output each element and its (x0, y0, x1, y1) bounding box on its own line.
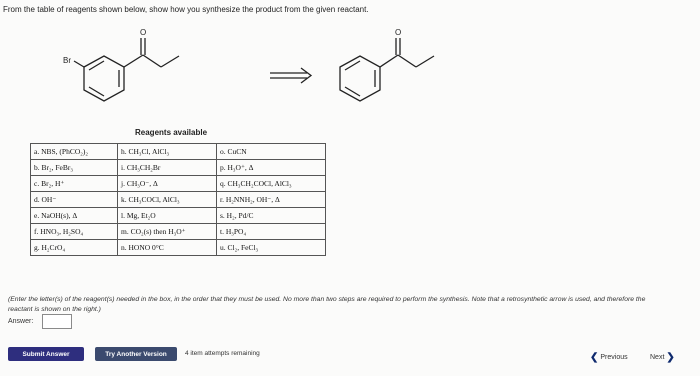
next-button[interactable] (650, 349, 675, 365)
question-prompt: From the table of reagents shown below, show how you synthesize the product from the given reactant. (3, 5, 369, 14)
table-row (31, 160, 326, 176)
table-row (31, 224, 326, 240)
table-row (31, 208, 326, 224)
table-row (31, 176, 326, 192)
reagent-d: d. OH⁻ (31, 192, 118, 208)
reagent-k: k. CH₃COCl, AlCl₃ (118, 192, 217, 208)
reagent-n: n. HONO 0°C (118, 240, 217, 256)
reagent-p: p. H₃O⁺, Δ (217, 160, 326, 176)
reagent-h: h. CH₃Cl, AlCl₃ (118, 144, 217, 160)
previous-button[interactable] (590, 349, 628, 365)
submit-answer-button[interactable]: Submit Answer (8, 347, 84, 361)
reagent-e: e. NaOH(s), Δ (31, 208, 118, 224)
table-row (31, 240, 326, 256)
answer-label: Answer: (8, 318, 34, 325)
chevron-right-icon: ❯ (666, 351, 675, 363)
table-row (31, 144, 326, 160)
reagent-q: q. CH₃CH₂COCl, AlCl₃ (217, 176, 326, 192)
reagent-s: s. H₂, Pd/C (217, 208, 326, 224)
chevron-left-icon: ❮ (590, 351, 599, 363)
reagent-f: f. HNO₃, H₂SO₄ (31, 224, 118, 240)
next-label: Next (650, 353, 665, 361)
carbonyl-oxygen-label: O (140, 28, 147, 37)
reagent-m: m. CO₂(s) then H₃O⁺ (118, 224, 217, 240)
product-structure (340, 28, 434, 101)
table-row (31, 192, 326, 208)
previous-label: Previous (600, 353, 628, 361)
instruction-text: (Enter the letter(s) of the reagent(s) needed in the box, in the order that they must be used. No more than two steps are required to perform the synthesis. Note that a retrosynthetic arrow is used, and therefore the reactant is shown on the right.) (8, 296, 646, 313)
reagent-a: a. NBS, (PhCO₂)₂ (31, 144, 118, 160)
retrosynthetic-arrow-icon (270, 68, 311, 83)
reagent-o: o. CuCN (217, 144, 326, 160)
product-oxygen-label: O (395, 28, 402, 37)
reagent-u: u. Cl₂, FeCl₃ (217, 240, 326, 256)
reagents-title: Reagents available (135, 128, 208, 137)
answer-input[interactable] (42, 314, 72, 329)
bromine-label: Br (63, 56, 71, 65)
reagent-r: r. H₂NNH₂, OH⁻, Δ (217, 192, 326, 208)
reagent-g: g. H₂CrO₄ (31, 240, 118, 256)
reagent-t: t. H₃PO₄ (217, 224, 326, 240)
attempts-remaining-text: 4 item attempts remaining (185, 350, 260, 357)
reagent-l: l. Mg, Et₂O (118, 208, 217, 224)
reactant-structure (63, 28, 179, 101)
reagent-b: b. Br₂, FeBr₃ (31, 160, 118, 176)
reagents-table (30, 143, 326, 256)
reagent-i: i. CH₃CH₂Br (118, 160, 217, 176)
reagent-c: c. Br₂, H⁺ (31, 176, 118, 192)
reaction-scheme (40, 20, 480, 120)
reagent-j: j. CH₃O⁻, Δ (118, 176, 217, 192)
try-another-version-button[interactable]: Try Another Version (95, 347, 177, 361)
